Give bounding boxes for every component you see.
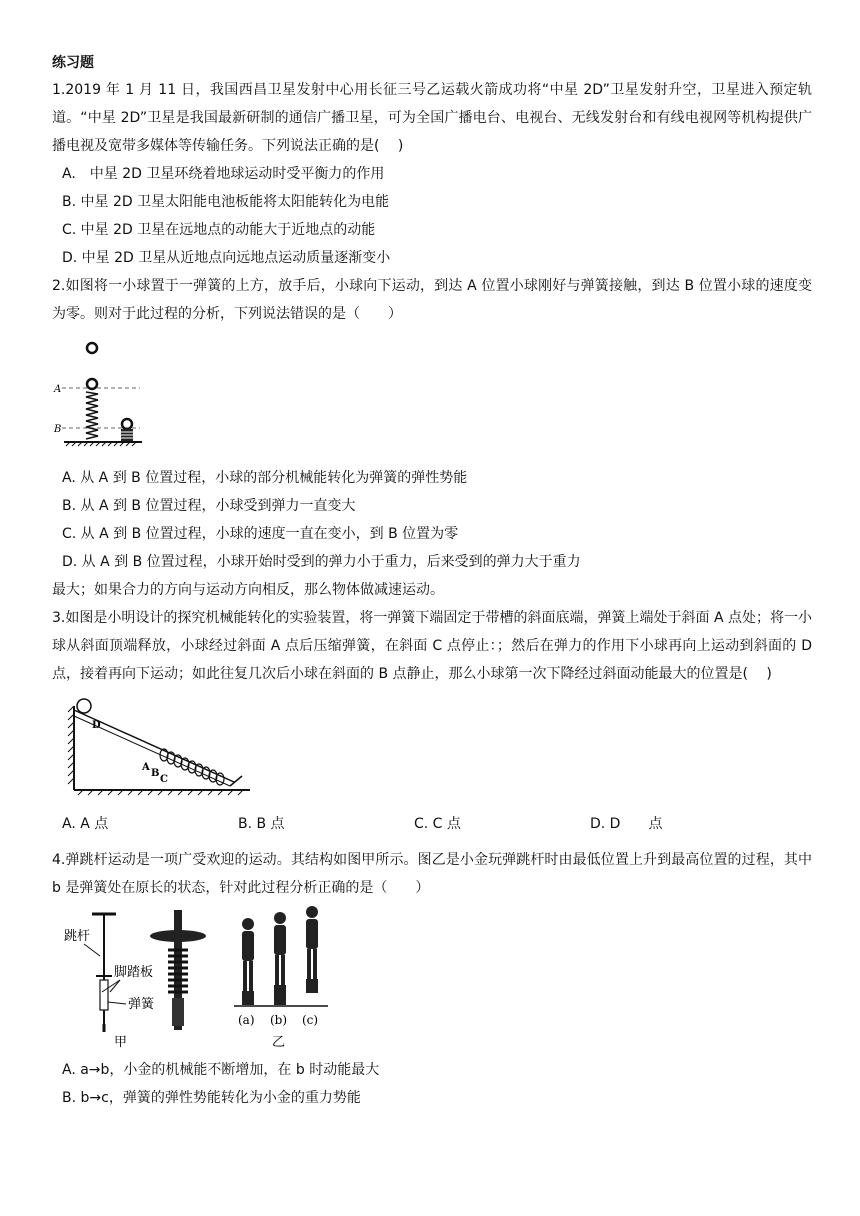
label-a: A	[142, 762, 150, 773]
question-3-stem: 3.如图是小明设计的探究机械能转化的实验装置，将一弹簧下端固定于带槽的斜面底端，弹簧上端处于斜面 A 点处；将一小球从斜面顶端释放，小球经过斜面 A 点后压缩弹簧，在斜面 C 点停止：；然后在弹力的作用下小球再向上运动到斜面的 D 点，接着再向下运动；如此往复几次后小球在斜面的 B 点静止，那么小球第一次下降经过斜面动能最大的位置是( )	[52, 610, 812, 682]
question-3-option-c: C. C 点	[414, 816, 461, 832]
question-3-option-a: A. A 点	[62, 816, 109, 832]
label-d: D	[92, 720, 101, 731]
question-2-figure-ball-spring	[52, 336, 152, 456]
label-b: B	[151, 768, 160, 779]
question-2-option-d: D. 从 A 到 B 位置过程，小球开始时受到的弹力小于重力，后来受到的弹力大于重力	[62, 554, 581, 570]
label-spring: 弹簧	[128, 997, 155, 1012]
caption-yi: 乙	[272, 1035, 286, 1050]
label-pedal: 脚踏板	[114, 965, 154, 980]
question-3-option-b: B. B 点	[238, 816, 285, 832]
question-4-option-b: B. b→c，弹簧的弹性势能转化为小金的重力势能	[62, 1090, 361, 1106]
question-2-stem: 2.如图将一小球置于一弹簧的上方，放手后，小球向下运动，到达 A 位置小球刚好与弹簧接触，到达 B 位置小球的速度变为零。则对于此过程的分析，下列说法错误的是（ ）	[52, 278, 812, 322]
question-4-figure-pogo-stick	[62, 906, 362, 1056]
question-2-option-b: B. 从 A 到 B 位置过程，小球受到弹力一直变大	[62, 498, 356, 514]
question-3-option-d: D. D 点	[590, 816, 663, 832]
state-a: (a)	[238, 1013, 255, 1027]
question-2-option-c: C. 从 A 到 B 位置过程，小球的速度一直在变小，到 B 位置为零	[62, 526, 459, 542]
question-1-option-b: B. 中星 2D 卫星太阳能电池板能将太阳能转化为电能	[62, 194, 390, 210]
label-c: C	[160, 774, 168, 785]
question-4-option-a: A. a→b，小金的机械能不断增加，在 b 时动能最大	[62, 1062, 380, 1078]
question-1-option-a: A. 中星 2D 卫星环绕着地球运动时受平衡力的作用	[62, 166, 385, 182]
question-1-stem: 1.2019 年 1 月 11 日，我国西昌卫星发射中心用长征三号乙运载火箭成功将“中星 2D”卫星发射升空，卫星进入预定轨道。“中星 2D”卫星是我国最新研制的通信广播卫星，可为全国广播电台、电视台、无线发射台和有线电视网等机构提供广播电视及宽带多媒体等传输任务。下列说法正确的是( )	[52, 82, 812, 154]
question-2-option-a: A. 从 A 到 B 位置过程，小球的部分机械能转化为弹簧的弹性势能	[62, 470, 468, 486]
state-b: (b)	[270, 1013, 288, 1027]
question-1-option-c: C. 中星 2D 卫星在远地点的动能大于近地点的动能	[62, 222, 376, 238]
label-a: A	[54, 384, 62, 395]
question-3-figure-incline	[64, 694, 264, 806]
question-2-trailing-text: 最大；如果合力的方向与运动方向相反，那么物体做减速运动。	[52, 582, 444, 598]
worksheet	[52, 50, 812, 1112]
label-b: B	[54, 424, 62, 435]
worksheet-heading: 练习题	[52, 55, 94, 71]
caption-jia: 甲	[114, 1035, 128, 1050]
label-pole: 跳杆	[64, 929, 91, 944]
question-1-option-d: D. 中星 2D 卫星从近地点向远地点运动质量逐渐变小	[62, 250, 391, 266]
question-4-stem: 4.弹跳杆运动是一项广受欢迎的运动。其结构如图甲所示。图乙是小金玩弹跳杆时由最低位置上升到最高位置的过程，其中 b 是弹簧处在原长的状态，针对此过程分析正确的是（ ）	[52, 852, 812, 896]
state-c: (c)	[302, 1013, 319, 1027]
question-3-options	[52, 810, 812, 838]
